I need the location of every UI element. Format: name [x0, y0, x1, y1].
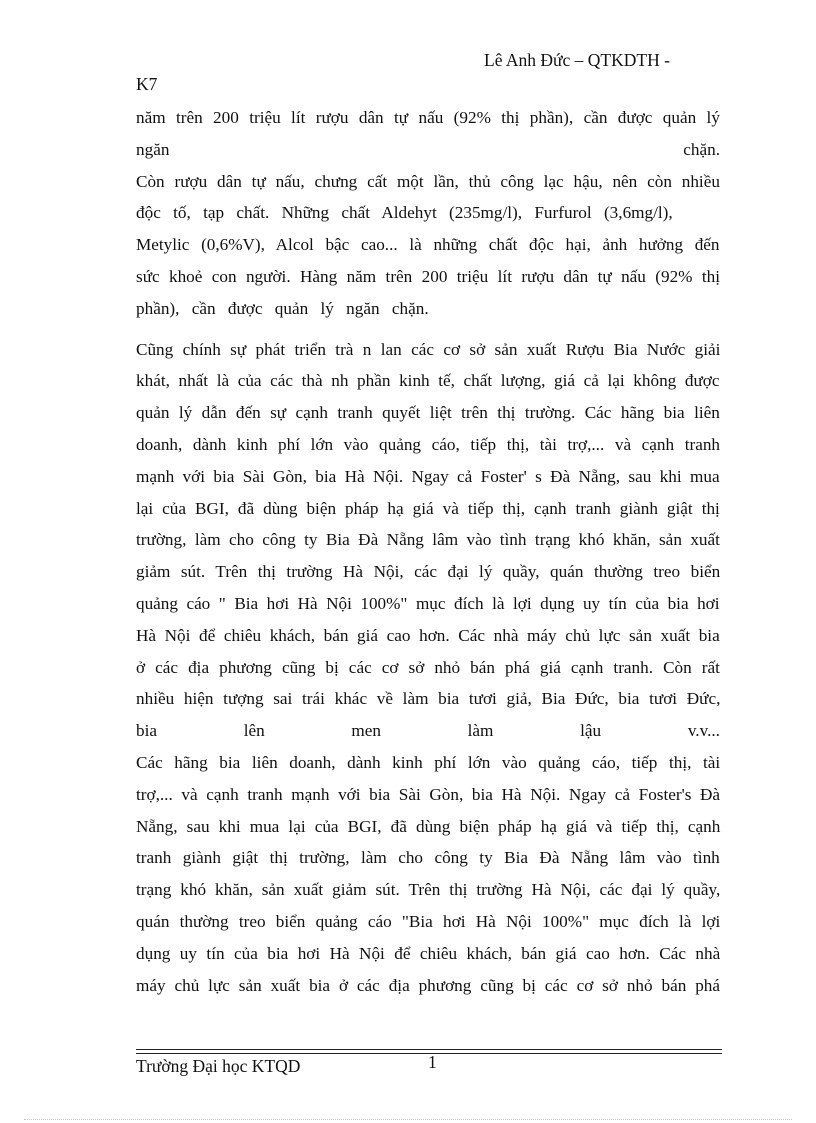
footer-school: Trường Đại học KTQD — [136, 1056, 301, 1076]
text-line: quản lý dẫn đến sự cạnh tranh quyết liệt trên thị trường. Các hãng bia liên — [136, 403, 720, 423]
body-text — [136, 102, 720, 1001]
text-line: độc tố, tạp chất. Những chất Aldehyt (235mg/l), Furfurol (3,6mg/l), — [136, 203, 673, 223]
text-line: trạng khó khăn, sản xuất giảm sút. Trên thị trường Hà Nội, các đại lý quầy, — [136, 880, 721, 900]
text-line: sức khoẻ con người. Hàng năm trên 200 triệu lít rượu dân tự nấu (92% thị — [136, 266, 720, 286]
text-line: năm trên 200 triệu lít rượu dân tự nấu (92% thị phần), cần được quản lý — [136, 108, 720, 127]
header-class-code: K7 — [136, 74, 158, 94]
text-line: quán thường treo biển quảng cáo "Bia hơi Hà Nội 100%" mục đích là lợi — [136, 911, 721, 931]
text-line: phần), cần được quản lý ngăn chặn. — [136, 298, 429, 318]
text-line: trợ,... và cạnh tranh mạnh với bia Sài Gòn, bia Hà Nội. Ngay cả Foster's Đà — [136, 784, 721, 804]
text-line-spread — [136, 134, 720, 166]
text-line: tranh giành giật thị trường, làm cho công ty Bia Đà Nẵng lâm vào tình — [136, 848, 720, 868]
text-word: bia — [136, 721, 157, 741]
page-number: 1 — [428, 1052, 437, 1072]
text-word: chặn. — [683, 139, 720, 159]
text-line: mạnh với bia Sài Gòn, bia Hà Nội. Ngay cả Foster' s Đà Nẵng, sau khi mua — [136, 466, 720, 486]
text-line: máy chủ lực sản xuất bia ở các địa phương cũng bị các cơ sở nhỏ bán phá — [136, 975, 721, 995]
text-line-spread — [136, 715, 720, 747]
text-line: Các hãng bia liên doanh, dành kinh phí lớn vào quảng cáo, tiếp thị, tài — [136, 752, 721, 772]
text-line: ở các địa phương cũng bị các cơ sở nhỏ bán phá giá cạnh tranh. Còn rất — [136, 657, 720, 677]
text-line: trường, làm cho công ty Bia Đà Nẵng lâm vào tình trạng khó khăn, sản xuất — [136, 530, 720, 550]
text-line: Cũng chính sự phát triển trà n lan các cơ sở sản xuất Rượu Bia Nước giải — [136, 339, 721, 359]
text-line: quảng cáo " Bia hơi Hà Nội 100%" mục đích là lợi dụng uy tín của bia hơi — [136, 593, 720, 613]
text-line: lại của BGI, đã dùng biện pháp hạ giá và tiếp thị, cạnh tranh giành giật thị — [136, 498, 720, 518]
text-word: ngăn — [136, 139, 170, 159]
text-word: lên — [243, 721, 265, 741]
text-line: giảm sút. Trên thị trường Hà Nội, các đại lý quầy, quán thường treo biển — [136, 562, 721, 582]
header-author: Lê Anh Đức – QTKDTH - — [484, 50, 670, 70]
text-line: Còn rượu dân tự nấu, chưng cất một lần, thủ công lạc hậu, nên còn nhiều — [136, 171, 720, 191]
text-word: v.v... — [687, 721, 720, 741]
text-word: làm — [467, 721, 494, 741]
text-word: men — [351, 721, 381, 741]
paragraph — [136, 102, 720, 325]
text-word: lậu — [580, 721, 602, 741]
text-line: dụng uy tín của bia hơi Hà Nội để chiêu khách, bán giá cao hơn. Các nhà — [136, 943, 721, 963]
text-line: doanh, dành kinh phí lớn vào quảng cáo, tiếp thị, tài trợ,... và cạnh tranh — [136, 434, 721, 454]
text-line: Metylic (0,6%V), Alcol bậc cao... là những chất độc hại, ảnh hưởng đến — [136, 235, 720, 255]
text-line: nhiều hiện tượng sai trái khác về làm bia tươi giả, Bia Đức, bia tươi Đức, — [136, 689, 721, 709]
text-line: Nẵng, sau khi mua lại của BGI, đã dùng biện pháp hạ giá và tiếp thị, cạnh — [136, 816, 721, 836]
paragraph — [136, 334, 720, 1002]
text-line: Hà Nội để chiêu khách, bán giá cao hơn. Các nhà máy chủ lực sản xuất bia — [136, 625, 720, 645]
page-edge-divider — [24, 1119, 792, 1120]
text-line: khát, nhất là của các thà nh phần kinh tế, chất lượng, giá cả lại không được — [136, 371, 720, 391]
